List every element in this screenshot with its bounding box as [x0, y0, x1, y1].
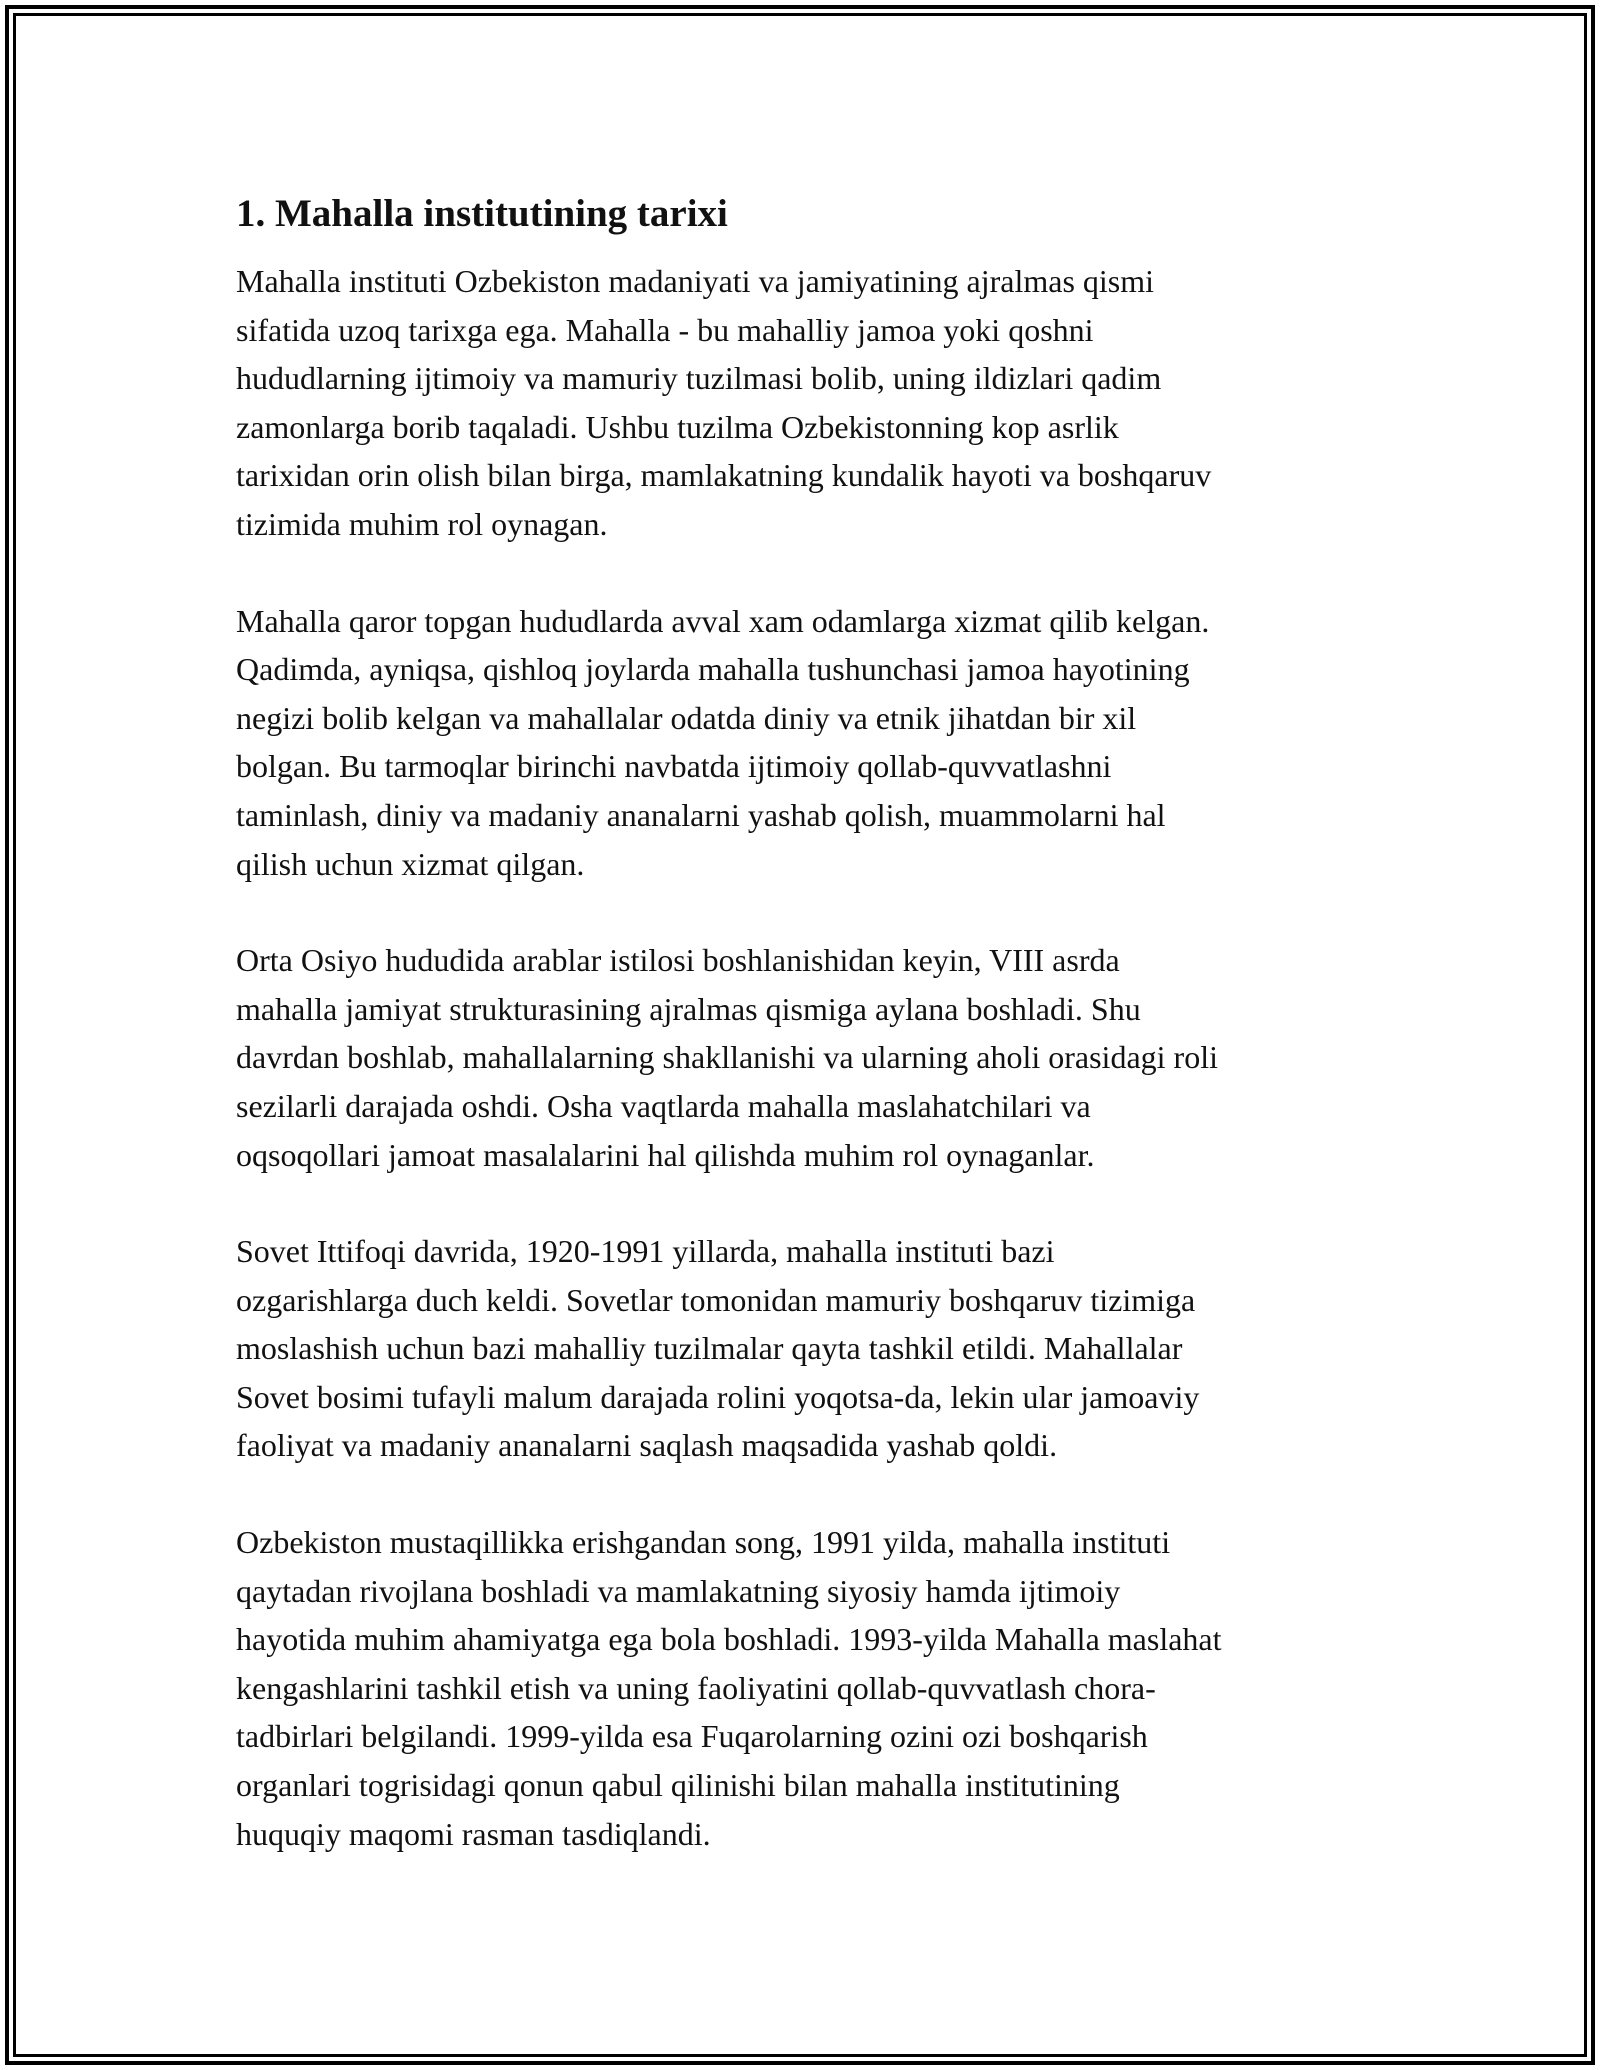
paragraph-5: Ozbekiston mustaqillikka erishgandan song, 1991 yilda, mahalla instituti qaytadan rivojlana boshladi va mamlakatning siyosiy hamda ijtimoiy hayotida muhim ahamiyatga ega bola boshladi. 1993-yilda Mahalla maslahat kengashlarini tashkil etish va uning faoliyatini qollab-quvvatlash chora- tadbirlari belgilandi. 1999-yilda esa Fuqarolarning ozini ozi boshqarish organlari togrisidagi qonun qabul qilinishi bilan mahalla institutining huquqiy maqomi rasman tasdiqlandi.	[236, 1524, 1222, 1852]
paragraph-1: Mahalla instituti Ozbekiston madaniyati va jamiyatining ajralmas qismi sifatida uzoq tarixga ega. Mahalla - bu mahalliy jamoa yoki qoshni hududlarning ijtimoiy va mamuriy tuzilmasi bolib, uning ildizlari qadim zamonlarga borib taqaladi. Ushbu tuzilma Ozbekistonning kop asrlik tarixidan orin olish bilan birga, mamlakatning kundalik hayoti va boshqaruv tizimida muhim rol oynagan.	[236, 263, 1212, 542]
paragraph-2: Mahalla qaror topgan hududlarda avval xam odamlarga xizmat qilib kelgan. Qadimda, ayniqsa, qishloq joylarda mahalla tushunchasi jamoa hayotining negizi bolib kelgan va mahallalar odatda diniy va etnik jihatdan bir xil bolgan. Bu tarmoqlar birinchi navbatda ijtimoiy qollab-quvvatlashni taminlash, diniy va madaniy ananalarni yashab qolish, muammolarni hal qilish uchun xizmat qilgan.	[236, 602, 1210, 882]
paragraph-4: Sovet Ittifoqi davrida, 1920-1991 yillarda, mahalla instituti bazi ozgarishlarga duch keldi. Sovetlar tomonidan mamuriy boshqaruv tizimiga moslashish uchun bazi mahalliy tuzilmalar qayta tashkil etildi. Mahallalar Sovet bosimi tufayli malum darajada rolini yoqotsa-da, lekin ular jamoaviy faoliyat va madaniy ananalarni saqlash maqsadida yashab qoldi.	[236, 1233, 1200, 1464]
paragraph-3: Orta Osiyo hududida arablar istilosi boshlanishidan keyin, VIII asrda mahalla jamiyat strukturasining ajralmas qismiga aylana boshladi. Shu davrdan boshlab, mahallalarning shakllanishi va ularning aholi orasidagi roli sezilarli darajada oshdi. Osha vaqtlarda mahalla maslahatchilari va oqsoqollari jamoat masalalarini hal qilishda muhim rol oynaganlar.	[236, 942, 1218, 1173]
document-body	[236, 188, 1376, 1906]
section-heading: 1. Mahalla institutining tarixi	[236, 192, 728, 235]
